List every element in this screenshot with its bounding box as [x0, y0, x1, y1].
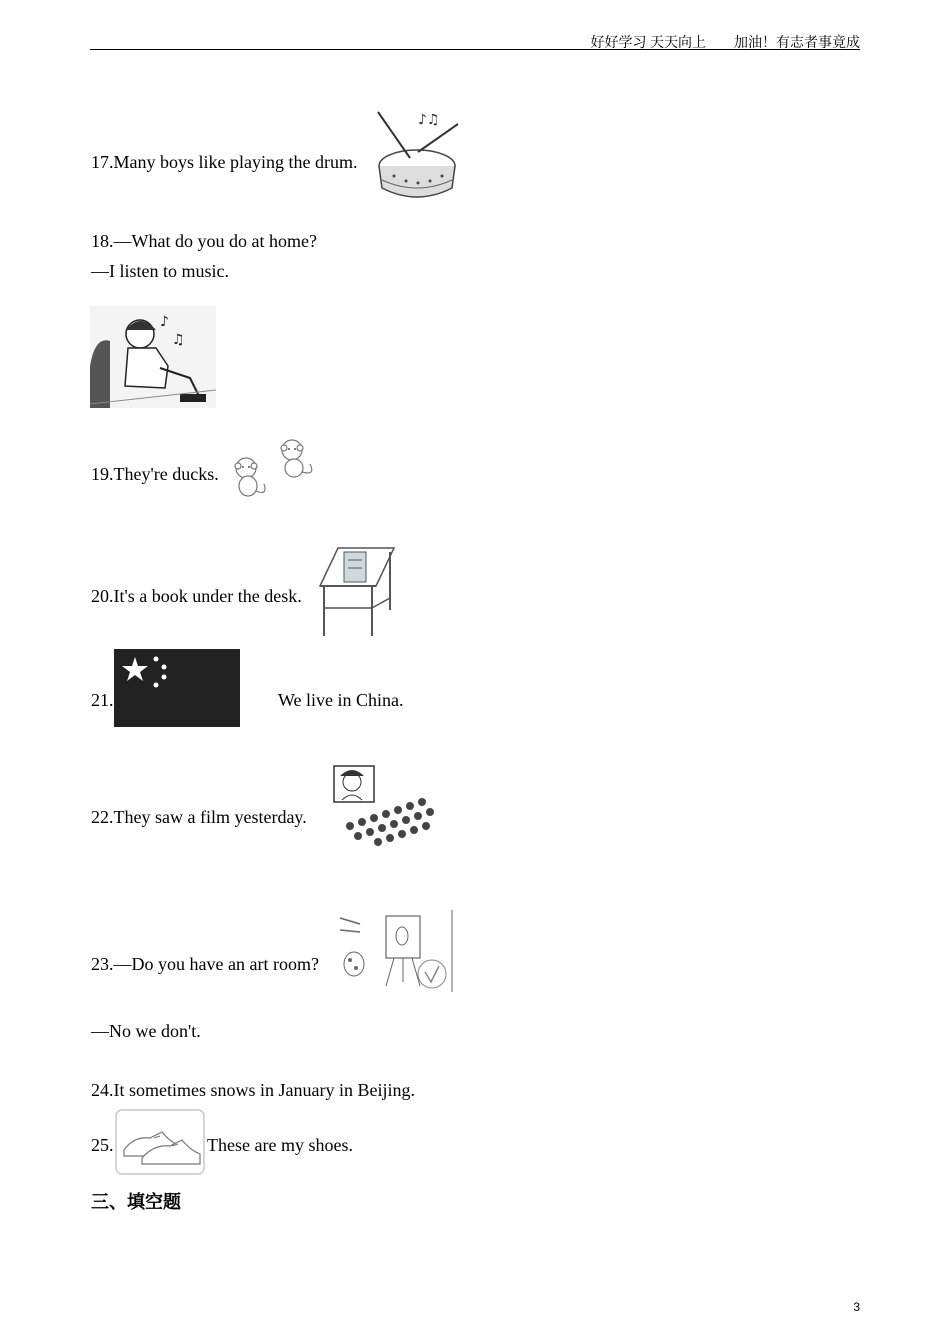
art-room-icon: [336, 910, 454, 992]
desk-with-book-icon: [316, 544, 396, 640]
svg-text:♫: ♫: [172, 332, 185, 348]
china-flag-icon: [114, 649, 240, 727]
page-number: 3: [853, 1300, 860, 1314]
question-17: 17.Many boys like playing the drum.: [91, 152, 358, 172]
question-21-text: We live in China.: [278, 690, 404, 710]
monkeys-icon: [228, 436, 320, 502]
question-24: 24.It sometimes snows in January in Beijing.: [91, 1080, 415, 1100]
question-25-number: 25.: [91, 1135, 114, 1155]
girl-listening-music-icon: [90, 306, 216, 408]
header-motto-right: 加油！有志者事竟成: [734, 36, 860, 51]
question-18-line1: 18.—What do you do at home?: [91, 231, 317, 251]
question-20: 20.It's a book under the desk.: [91, 586, 302, 606]
svg-text:♪: ♪: [160, 314, 169, 330]
cinema-icon: [330, 762, 440, 850]
question-22: 22.They saw a film yesterday.: [91, 807, 307, 827]
svg-text:♪♫: ♪♫: [418, 112, 440, 128]
question-21-number: 21.: [91, 690, 114, 710]
question-23-line2: —No we don't.: [91, 1021, 201, 1041]
header-rule: [90, 49, 860, 50]
drum-icon: [372, 106, 462, 206]
question-25-text: These are my shoes.: [207, 1135, 353, 1155]
shoes-icon: [114, 1108, 206, 1176]
header-motto-left: 好好学习 天天向上: [590, 36, 706, 51]
question-19: 19.They're ducks.: [91, 464, 219, 484]
section-heading: 三、填空题: [91, 1192, 181, 1213]
question-23-line1: 23.—Do you have an art room?: [91, 954, 319, 974]
question-18-line2: —I listen to music.: [91, 261, 229, 281]
